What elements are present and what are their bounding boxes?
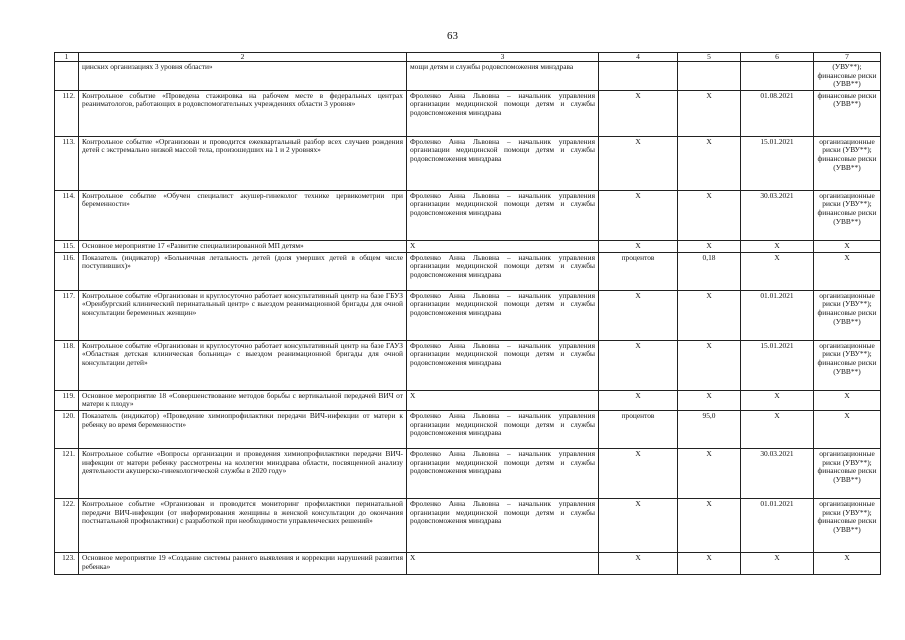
- table-row: [55, 190, 881, 240]
- column-header: 3: [407, 53, 599, 62]
- row-description: Основное мероприятие 17 «Развитие специализированной МП детям»: [79, 240, 407, 252]
- row-responsible: Фроленко Анна Львовна – начальник управления организации медицинской помощи детям и службы родовспоможения минздрава: [407, 410, 599, 448]
- row-date: 30.03.2021: [741, 190, 814, 240]
- row-risks: X: [814, 390, 881, 410]
- row-risks: X: [814, 240, 881, 252]
- row-unit: X: [599, 340, 678, 390]
- row-value: X: [678, 390, 741, 410]
- row-value: X: [678, 498, 741, 552]
- row-unit: X: [599, 552, 678, 574]
- row-date: 30.03.2021: [741, 448, 814, 498]
- row-risks: организационные риски (УВУ**); финансовые риски (УВВ**): [814, 290, 881, 340]
- row-date: X: [741, 552, 814, 574]
- table-row: [55, 410, 881, 448]
- table-row: [55, 136, 881, 190]
- row-number: 115.: [55, 240, 79, 252]
- row-value: 95,0: [678, 410, 741, 448]
- row-responsible: X: [407, 240, 599, 252]
- row-value: X: [678, 552, 741, 574]
- row-description: Основное мероприятие 18 «Совершенствование методов борьбы с вертикальной передачей ВИЧ от матери к плоду»: [79, 390, 407, 410]
- table-row: [55, 552, 881, 574]
- row-responsible: X: [407, 390, 599, 410]
- row-responsible: Фроленко Анна Львовна – начальник управления организации медицинской помощи детям и службы родовспоможения минздрава: [407, 498, 599, 552]
- row-number: 118.: [55, 340, 79, 390]
- row-responsible: Фроленко Анна Львовна – начальник управления организации медицинской помощи детям и службы родовспоможения минздрава: [407, 136, 599, 190]
- table-row: [55, 340, 881, 390]
- row-date: X: [741, 390, 814, 410]
- table-row: [55, 240, 881, 252]
- column-header: 6: [741, 53, 814, 62]
- row-responsible: Фроленко Анна Львовна – начальник управления организации медицинской помощи детям и службы родовспоможения минздрава: [407, 290, 599, 340]
- row-description: Показатель (индикатор) «Больничная летальность детей (доля умерших детей в общем числе поступивших)»: [79, 252, 407, 290]
- row-date: X: [741, 240, 814, 252]
- row-date: 01.08.2021: [741, 90, 814, 136]
- row-unit: [599, 62, 678, 91]
- row-number: 121.: [55, 448, 79, 498]
- row-value: [678, 62, 741, 91]
- row-date: [741, 62, 814, 91]
- row-description: цинских организациях 3 уровня области»: [79, 62, 407, 91]
- row-number: 112.: [55, 90, 79, 136]
- row-description: Показатель (индикатор) «Проведение химиопрофилактики передачи ВИЧ-инфекции от матери к ребенку во время беременности»: [79, 410, 407, 448]
- row-number: 117.: [55, 290, 79, 340]
- row-responsible: Фроленко Анна Львовна – начальник управления организации медицинской помощи детям и службы родовспоможения минздрава: [407, 190, 599, 240]
- row-value: 0,18: [678, 252, 741, 290]
- row-value: X: [678, 190, 741, 240]
- row-date: 15.01.2021: [741, 340, 814, 390]
- table-row: [55, 252, 881, 290]
- row-unit: X: [599, 240, 678, 252]
- row-value: X: [678, 240, 741, 252]
- column-header: 4: [599, 53, 678, 62]
- row-responsible: мощи детям и службы родовспоможения минздрава: [407, 62, 599, 91]
- row-risks: организационные риски (УВУ**); финансовые риски (УВВ**): [814, 448, 881, 498]
- row-responsible: Фроленко Анна Львовна – начальник управления организации медицинской помощи детям и службы родовспоможения минздрава: [407, 90, 599, 136]
- row-unit: процентов: [599, 252, 678, 290]
- table-row: [55, 290, 881, 340]
- column-header: 5: [678, 53, 741, 62]
- column-header: 1: [55, 53, 79, 62]
- row-risks: (УВУ**); финансовые риски (УВВ**): [814, 62, 881, 91]
- row-date: X: [741, 252, 814, 290]
- row-date: 01.01.2021: [741, 290, 814, 340]
- program-table: [54, 52, 881, 575]
- row-responsible: Фроленко Анна Львовна – начальник управления организации медицинской помощи детям и службы родовспоможения минздрава: [407, 252, 599, 290]
- row-value: X: [678, 136, 741, 190]
- row-description: Контрольное событие «Организован и круглосуточно работает консультативный центр на базе ГАУЗ «Областная детская клиническая больница» с выездом реанимационной бригады для очной консультации детей»: [79, 340, 407, 390]
- row-date: X: [741, 410, 814, 448]
- row-description: Контрольное событие «Организован и круглосуточно работает консультативный центр на базе ГБУЗ «Оренбургский клинический перинатальный центр» с выездом реанимационной бригады для очной консультации беременных женщин»: [79, 290, 407, 340]
- row-date: 15.01.2021: [741, 136, 814, 190]
- table-row: [55, 448, 881, 498]
- row-date: 01.01.2021: [741, 498, 814, 552]
- row-number: 119.: [55, 390, 79, 410]
- row-number: 114.: [55, 190, 79, 240]
- row-description: Контрольное событие «Организован и проводится ежеквартальный разбор всех случаев рождения детей с экстремально низкой массой тела, произошедших на 1 и 2 уровнях»: [79, 136, 407, 190]
- row-responsible: Фроленко Анна Львовна – начальник управления организации медицинской помощи детям и службы родовспоможения минздрава: [407, 340, 599, 390]
- row-unit: X: [599, 136, 678, 190]
- row-unit: X: [599, 498, 678, 552]
- row-description: Контрольное событие «Организован и проводится мониторинг профилактики перинатальной передачи ВИЧ-инфекции (от информирования женщины в женской консультации до окончания постнатальной профилактики) с разработкой при необходимости управленческих решений»: [79, 498, 407, 552]
- table-row: [55, 498, 881, 552]
- row-description: Контрольное событие «Вопросы организации и проведения химиопрофилактики передачи ВИЧ-инфекции от матери ребенку рассмотрены на коллегии минздрава области, посвященной анализу деятельности акушерско-гинекологической службы в 2020 году»: [79, 448, 407, 498]
- row-risks: организационные риски (УВУ**); финансовые риски (УВВ**): [814, 340, 881, 390]
- table-row: [55, 390, 881, 410]
- row-risks: X: [814, 252, 881, 290]
- row-responsible: X: [407, 552, 599, 574]
- table-row: [55, 90, 881, 136]
- row-number: 123.: [55, 552, 79, 574]
- row-risks: X: [814, 410, 881, 448]
- row-unit: X: [599, 290, 678, 340]
- row-risks: организационные риски (УВУ**); финансовые риски (УВВ**): [814, 498, 881, 552]
- row-unit: X: [599, 390, 678, 410]
- row-description: Контрольное событие «Проведена стажировка на рабочем месте в федеральных центрах реаниматологов, работающих в родовспомогательных учреждениях области 3 уровня»: [79, 90, 407, 136]
- row-value: X: [678, 90, 741, 136]
- row-value: X: [678, 340, 741, 390]
- row-value: X: [678, 290, 741, 340]
- header-row: [55, 53, 881, 62]
- row-unit: X: [599, 90, 678, 136]
- row-risks: организационные риски (УВУ**); финансовые риски (УВВ**): [814, 136, 881, 190]
- row-value: X: [678, 448, 741, 498]
- row-description: Контрольное событие «Обучен специалист акушер-гинеколог технике цервикометрии при беременности»: [79, 190, 407, 240]
- row-responsible: Фроленко Анна Львовна – начальник управления организации медицинской помощи детям и службы родовспоможения минздрава: [407, 448, 599, 498]
- row-number: [55, 62, 79, 91]
- row-number: 116.: [55, 252, 79, 290]
- row-risks: организационные риски (УВУ**); финансовые риски (УВВ**): [814, 190, 881, 240]
- row-unit: процентов: [599, 410, 678, 448]
- page-number: 63: [447, 30, 458, 42]
- row-description: Основное мероприятие 19 «Создание системы раннего выявления и коррекции нарушений развития ребенка»: [79, 552, 407, 574]
- column-header: 2: [79, 53, 407, 62]
- row-risks: финансовые риски (УВВ**): [814, 90, 881, 136]
- row-number: 122.: [55, 498, 79, 552]
- column-header: 7: [814, 53, 881, 62]
- table-row: [55, 62, 881, 91]
- row-number: 120.: [55, 410, 79, 448]
- row-unit: X: [599, 448, 678, 498]
- row-unit: X: [599, 190, 678, 240]
- row-number: 113.: [55, 136, 79, 190]
- row-risks: X: [814, 552, 881, 574]
